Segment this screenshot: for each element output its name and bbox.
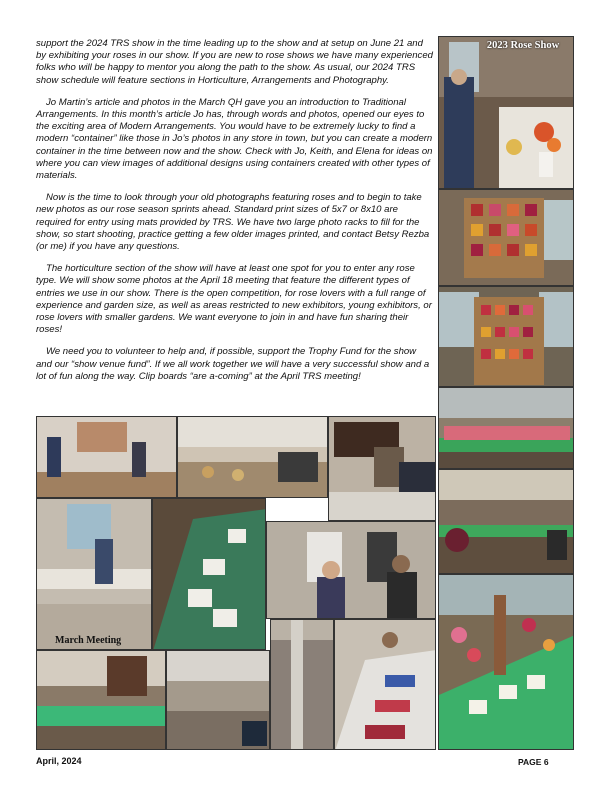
footer-date: April, 2024 (36, 756, 82, 766)
meeting-photo-room (36, 416, 177, 498)
article-paragraph: We need you to volunteer to help and, if possible, support the Trophy Fund for the show and our “show venue fund”. If we all work together we will have a very successful show and a lot of fun along the way. Clip boards “are a-coming” at the April TRS meeting! (36, 346, 430, 382)
meeting-photo-presenter (36, 498, 152, 650)
meeting-photo-food-table (177, 416, 328, 498)
meeting-photo-sign-in (334, 619, 436, 750)
meeting-photo-column (270, 619, 334, 750)
rose-show-photo-hall (438, 469, 574, 574)
rose-show-photo-tables (438, 387, 574, 469)
rose-show-photo-rack-2 (438, 286, 574, 387)
article-paragraph: Jo Martin’s article and photos in the March QH gave you an introduction to Traditional Arrangements. In this month’s article Jo has, through words and photos, opened our eyes to the exciting area of Modern Arrangements. You would have to be extremely lucky to find a modern “container” like those in Jo’s photos in any store in town, but you can create a modern container in the time between now and the show. Check with Jo, Keith, and Elena for ideas on where you can view images of additional designs using containers created with other types of materials. (36, 96, 433, 182)
page-number: PAGE 6 (518, 757, 549, 767)
march-meeting-caption: March Meeting (55, 635, 122, 646)
rose-show-photo-rack-1 (438, 189, 574, 286)
meeting-photo-piano (328, 416, 436, 521)
rose-show-caption: 2023 Rose Show (486, 40, 560, 51)
meeting-photo-attendees (266, 521, 436, 619)
article-paragraph: Now is the time to look through your old photographs featuring roses and to begin to take new photos as our rose season sprints ahead. Standard print sizes of 5x7 or 8x10 are required for entry using mats provided by TRS. We have two large photo racks to fill for the show, so start shooting, practice getting a few older images printed, and contact Betsy Rezba (or me) if you have any questions. (36, 192, 430, 253)
meeting-photo-hall-seating (166, 650, 270, 750)
rose-show-photo-arrangements (438, 36, 574, 189)
article-paragraph: support the 2024 TRS show in the time leading up to the show and at setup on June 21 and by exhibiting your roses in our show. If you are new to rose shows we have many experienced folks who will be happy to mentor you along the path to the show. As usual, our 2024 TRS show schedule will feature sections in Horticulture, Arrangements and Photography. (36, 38, 433, 86)
meeting-photo-green-table (152, 498, 266, 650)
article-paragraph: The horticulture section of the show will have at least one spot for you to enter any rose type. We will show some photos at the April 18 meeting that feature the different types of entries we use in our show. There is the open competition, for rose lovers with a full range of experience and garden size, as well as areas restricted to new exhibitors, young exhibitors, or rose lovers with smaller gardens. We want everyone to join in and have fun sharing their roses! (36, 263, 432, 336)
meeting-photo-display-table (36, 650, 166, 750)
rose-show-photo-blooms (438, 574, 574, 750)
article-body (36, 38, 434, 393)
